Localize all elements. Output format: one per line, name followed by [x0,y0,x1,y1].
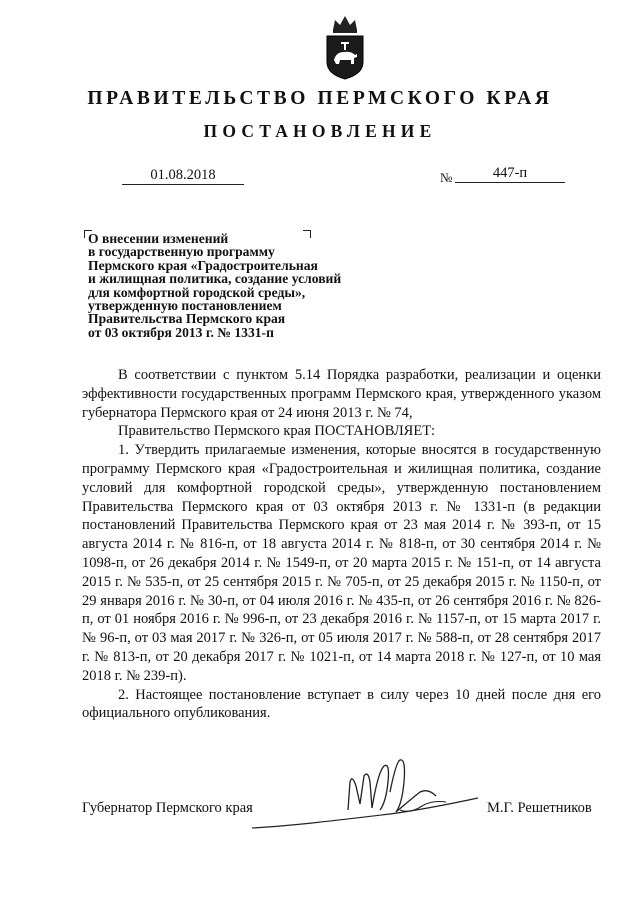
document-date: 01.08.2018 [122,166,244,185]
signatory-name: М.Г. Решетников [487,800,592,816]
subject-line: для комфортной городской среды», [88,284,306,300]
subject-line: утвержденную постановлением [88,298,282,314]
subject-line: Пермского края «Градостроительная [88,257,318,273]
document-number: 447-п [455,164,565,183]
document-type-title: ПОСТАНОВЛЕНИЕ [203,121,437,141]
preamble-paragraph: В соответствии с пунктом 5.14 Порядка разработки, реализации и оценки эффективности государственных программ Пермского края, утвержденного указом губернатора Пермского края от 24 июня 2013 г. № 74, [82,367,601,421]
document-subject [88,232,388,339]
item-2-paragraph: 2. Настоящее постановление вступает в силу через 10 дней после дня его официального опубликования. [82,686,601,722]
subject-line: в государственную программу [88,244,275,260]
resolution-paragraph: Правительство Пермского края ПОСТАНОВЛЯЕТ: [118,423,436,440]
organization-title: ПРАВИТЕЛЬСТВО ПЕРМСКОГО КРАЯ [87,88,553,109]
subject-line: Правительства Пермского края [88,311,286,327]
item-1-paragraph: 1. Утвердить прилагаемые изменения, которые вносятся в государственную программу Пермского края «Градостроительная и жилищная политика, создание условий для комфортной городской среды», утвержденную постановлением Правительства Пермского края от 03 октября 2013 г. № 1331-п (в редакции постановлений Правительства Пермского края от 23 мая 2014 г. № 393-п, от 15 августа 2014 г. № 816-п, от 18 августа 2014 г. № 818-п, от 30 сентября 2014 г. № 1098-п, от 26 декабря 2014 г. № 1549-п, от 20 марта 2015 г. № 151-п, от 14 августа 2015 г. № 535-п, от 25 сентября 2015 г. № 705-п, от 25 декабря 2015 г. № 1150-п, от 29 января 2016 г. № 30-п, от 04 июля 2016 г. № 435-п, от 26 сентября 2016 г. № 826-п, от 01 ноября 2016 г. № 996-п, от 23 декабря 2016 г. № 1157-п, от 15 марта 2017 г. № 96-п, от 03 мая 2017 г. № 326-п, от 05 июля 2017 г. № 588-п, от 28 сентября 2017 г. № 813-п, от 20 декабря 2017 г. № 1021-п, от 14 марта 2018 г. № 127-п, от 10 мая 2018 г. № 239-п). [82,442,601,684]
subject-line: и жилищная политика, создание условий [88,271,342,287]
handwritten-signature [250,752,480,832]
number-sign: № [440,170,453,185]
document-body [82,366,601,723]
subject-line: от 03 октября 2013 г. № 1331-п [88,324,274,340]
signatory-role: Губернатор Пермского края [82,800,253,816]
perm-krai-coat-of-arms-icon [324,12,366,82]
subject-line: О внесении изменений [88,231,229,246]
